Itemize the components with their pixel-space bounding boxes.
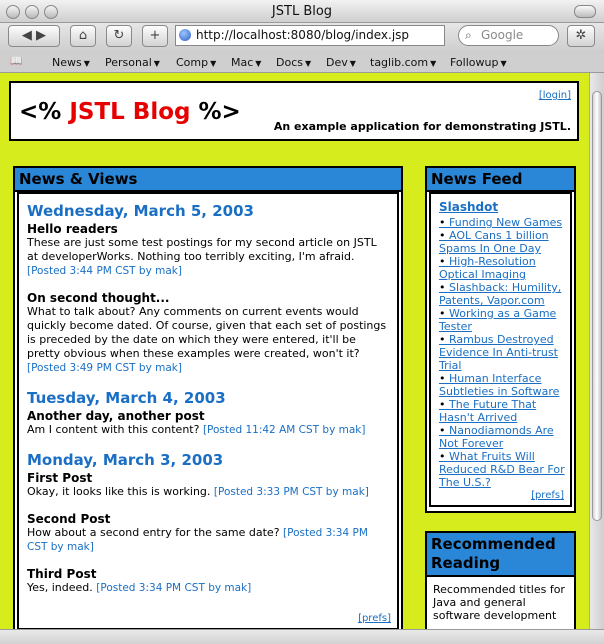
bug-report-icon[interactable]: ✲ bbox=[567, 25, 595, 47]
feed-item-link[interactable]: • Rambus Destroyed Evidence In Anti-trust Trial bbox=[439, 333, 558, 372]
toolbar-toggle-button[interactable] bbox=[574, 5, 596, 18]
feed-item-link[interactable]: • Slashback: Humility, Patents, Vapor.com bbox=[439, 281, 562, 307]
window-titlebar bbox=[0, 0, 604, 23]
post-body: Okay, it looks like this is working. [Posted 3:33 PM CST by mak] bbox=[27, 485, 369, 498]
news-panel bbox=[13, 166, 403, 629]
post-title: Hello readers bbox=[27, 222, 118, 236]
chevron-down-icon: ▼ bbox=[255, 59, 262, 68]
feed-item-link[interactable]: • Working as a Game Tester bbox=[439, 307, 557, 333]
feed-item-link[interactable]: • Nanodiamonds Are Not Forever bbox=[439, 424, 554, 450]
address-text: http://localhost:8080/blog/index.jsp bbox=[196, 28, 410, 42]
bookmarks-bar bbox=[0, 53, 604, 73]
bullet-icon: • bbox=[439, 255, 449, 268]
day-group bbox=[27, 451, 389, 595]
status-bar bbox=[0, 629, 604, 644]
bullet-icon: • bbox=[439, 229, 449, 242]
post-body: Am I content with this content? [Posted 11:42 AM CST by mak] bbox=[27, 423, 366, 436]
post-meta-link[interactable]: [Posted 11:42 AM CST by mak] bbox=[202, 424, 366, 436]
day-heading: Wednesday, March 5, 2003 bbox=[27, 202, 254, 220]
feed-content bbox=[429, 192, 572, 507]
feed-item-link[interactable]: • Funding New Games bbox=[439, 216, 563, 229]
chevron-down-icon: ▼ bbox=[304, 59, 312, 68]
bookmark-item[interactable]: News ▼ bbox=[52, 56, 90, 69]
bookmark-item[interactable]: taglib.com ▼ bbox=[370, 56, 437, 69]
bullet-icon: • bbox=[439, 398, 449, 411]
feed-item-link[interactable]: • AOL Cans 1 billion Spams In One Day bbox=[439, 229, 549, 255]
bullet-icon: • bbox=[439, 424, 449, 437]
news-content bbox=[17, 192, 399, 629]
site-header bbox=[9, 81, 579, 141]
news-feed-panel bbox=[425, 166, 576, 513]
news-prefs-link[interactable]: [prefs] bbox=[358, 613, 391, 624]
feed-item-link[interactable]: • The Future That Hasn't Arrived bbox=[439, 398, 537, 424]
post-title: Second Post bbox=[27, 512, 111, 526]
bookmark-item[interactable]: Dev ▼ bbox=[326, 56, 356, 69]
chevron-down-icon: ▼ bbox=[153, 59, 160, 68]
add-bookmark-icon[interactable]: + bbox=[142, 25, 168, 47]
bookmark-item[interactable]: Mac ▼ bbox=[231, 56, 262, 69]
day-group bbox=[27, 389, 389, 437]
site-logo: <% JSTL Blog %> bbox=[19, 99, 241, 125]
recommended-reading-panel bbox=[425, 531, 576, 629]
post-body: How about a second entry for the same date? [Posted 3:34 PM CST by mak] bbox=[27, 526, 368, 553]
search-icon: ⌕ bbox=[465, 28, 472, 42]
bullet-icon: • bbox=[439, 333, 449, 346]
post-title: Third Post bbox=[27, 567, 97, 581]
window-title: JSTL Blog bbox=[271, 4, 333, 19]
day-group bbox=[27, 202, 389, 375]
feed-item-link[interactable]: • High-Resolution Optical Imaging bbox=[439, 255, 536, 281]
bookmarks-book-icon[interactable]: 📖 bbox=[10, 56, 23, 67]
day-heading: Monday, March 3, 2003 bbox=[27, 451, 224, 469]
search-input[interactable] bbox=[458, 25, 559, 46]
reload-icon[interactable]: ↻ bbox=[106, 25, 132, 47]
bookmark-item[interactable]: Docs ▼ bbox=[276, 56, 312, 69]
post-title: Another day, another post bbox=[27, 409, 205, 423]
post-meta-link[interactable]: [Posted 3:34 PM CST by mak] bbox=[27, 527, 368, 553]
post-meta-link[interactable]: [Posted 3:49 PM CST by mak] bbox=[27, 362, 182, 374]
back-forward-button[interactable]: ◀ ▶ bbox=[8, 25, 60, 47]
feed-item-link[interactable]: • Human Interface Subtleties in Software bbox=[439, 372, 560, 398]
bookmark-item[interactable]: Followup ▼ bbox=[450, 56, 507, 69]
bullet-icon: • bbox=[439, 307, 449, 320]
post-title: First Post bbox=[27, 471, 93, 485]
news-heading: News & Views bbox=[15, 168, 401, 192]
scrollbar-thumb[interactable] bbox=[592, 91, 602, 521]
bookmark-item[interactable]: Comp ▼ bbox=[176, 56, 217, 69]
post-body: These are just some test postings for my second article on JSTL at developerWorks. Nothing too terribly exciting, I'm afraid. [Posted 3:44 PM CST by mak] bbox=[27, 236, 377, 277]
search-placeholder: Google bbox=[481, 28, 524, 42]
site-tagline: An example application for demonstrating JSTL. bbox=[273, 120, 571, 133]
post-meta-link[interactable]: [Posted 3:33 PM CST by mak] bbox=[213, 486, 369, 498]
address-bar[interactable] bbox=[175, 25, 445, 46]
web-page bbox=[0, 73, 589, 629]
feed-source-link[interactable]: Slashdot bbox=[439, 200, 499, 214]
feed-heading: News Feed bbox=[427, 168, 574, 192]
globe-icon bbox=[179, 29, 191, 41]
login-link[interactable]: [login] bbox=[538, 90, 571, 101]
post-meta-link[interactable]: [Posted 3:44 PM CST by mak] bbox=[27, 265, 182, 277]
bullet-icon: • bbox=[439, 372, 449, 385]
reading-heading: Recommended Reading bbox=[427, 533, 574, 577]
post-body: What to talk about? Any comments on current events would quickly become dated. Of course, given that each set of postings is preceded by the date on which they were entered, it'll be pretty obvious when these examples were created, won't it? [Posted 3:49 PM CST by mak] bbox=[27, 305, 387, 374]
post-title: On second thought... bbox=[27, 291, 170, 305]
reading-text: Recommended titles for Java and general software development bbox=[433, 583, 565, 622]
chevron-down-icon: ▼ bbox=[500, 59, 507, 68]
chevron-down-icon: ▼ bbox=[349, 59, 356, 68]
home-icon[interactable]: ⌂ bbox=[70, 25, 96, 47]
vertical-scrollbar[interactable] bbox=[589, 73, 604, 629]
chevron-down-icon: ▼ bbox=[83, 59, 90, 68]
feed-item-link[interactable]: • What Fruits Will Reduced R&D Bear For The U.S.? bbox=[439, 450, 565, 489]
day-heading: Tuesday, March 4, 2003 bbox=[27, 389, 226, 407]
chevron-down-icon: ▼ bbox=[430, 59, 437, 68]
post-body: Yes, indeed. [Posted 3:34 PM CST by mak] bbox=[27, 581, 252, 594]
bullet-icon: • bbox=[439, 450, 449, 463]
bullet-icon: • bbox=[439, 216, 449, 229]
bookmark-item[interactable]: Personal ▼ bbox=[105, 56, 160, 69]
feed-prefs-link[interactable]: [prefs] bbox=[531, 490, 564, 501]
browser-toolbar bbox=[0, 23, 604, 53]
post-meta-link[interactable]: [Posted 3:34 PM CST by mak] bbox=[96, 582, 252, 594]
chevron-down-icon: ▼ bbox=[210, 59, 217, 68]
bullet-icon: • bbox=[439, 281, 449, 294]
